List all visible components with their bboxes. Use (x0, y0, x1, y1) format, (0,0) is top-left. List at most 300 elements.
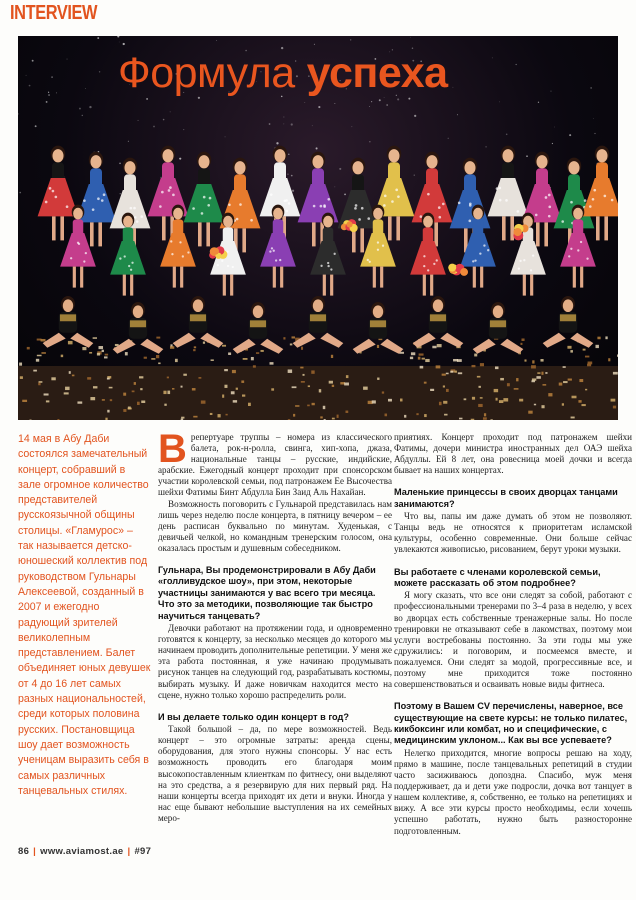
star-dot (35, 125, 37, 127)
confetti (99, 346, 104, 349)
dancer-face (563, 299, 573, 312)
dress-dot (420, 215, 423, 218)
confetti (198, 377, 201, 379)
dress-dot (586, 258, 588, 260)
dancer-leg (140, 339, 163, 354)
confetti (548, 393, 552, 396)
confetti (531, 380, 535, 382)
confetti (400, 399, 403, 402)
confetti (320, 416, 322, 418)
confetti (416, 413, 418, 415)
dancer-face (223, 216, 233, 228)
star-dot (18, 113, 19, 114)
dancer-face (253, 305, 263, 318)
confetti (301, 347, 303, 350)
paragraph: приятиях. Концерт проходит под патронажем шейхи Фатимы, дочери министра иностранных дел ОАЭ шейха Абдуллы. Ей 8 лет, она ровесница моей дочки и всегда бывает на наших концертах. (394, 432, 632, 476)
dancer-leg (330, 275, 333, 296)
star-dot (82, 115, 83, 116)
section-label: INTERVIEW (10, 2, 98, 24)
dress-dot (66, 205, 69, 208)
dress-dot (580, 241, 582, 243)
dancer-face (313, 299, 323, 312)
star-dot (344, 194, 346, 196)
dress-dot (438, 206, 441, 209)
dress-dot (358, 218, 361, 221)
dancer-leg (530, 275, 533, 296)
dress-dot (327, 198, 330, 201)
confetti (93, 386, 97, 388)
dress-dot (77, 242, 79, 244)
dress-dot (532, 254, 534, 256)
dancer-leg (480, 267, 483, 288)
dancer-face (124, 161, 135, 174)
star-dot (334, 103, 335, 104)
dress-dot (436, 259, 438, 261)
star-dot (379, 99, 381, 101)
confetti (563, 366, 566, 368)
confetti (436, 365, 441, 368)
dress-dot (561, 220, 564, 223)
group-photo (18, 36, 618, 420)
dancer-leg (223, 275, 226, 296)
confetti (46, 400, 49, 402)
dress-dot (275, 259, 277, 261)
dress-dot (85, 252, 87, 254)
confetti (93, 337, 97, 339)
confetti (141, 400, 145, 402)
confetti (22, 400, 27, 402)
dancer-skirt (582, 178, 618, 216)
confetti (107, 410, 109, 413)
confetti (480, 397, 483, 399)
dress-dot (239, 203, 242, 206)
star-dot (19, 192, 21, 194)
confetti (516, 378, 518, 381)
confetti (363, 387, 368, 390)
confetti (107, 378, 110, 380)
star-dot (26, 75, 27, 76)
gold-trim (560, 314, 576, 321)
dress-dot (130, 269, 132, 271)
confetti (537, 372, 540, 374)
confetti (222, 394, 224, 397)
dress-dot (228, 203, 231, 206)
dress-dot (548, 206, 551, 209)
dancer-leg (320, 333, 343, 348)
dancer-leg (123, 275, 126, 296)
dress-dot (201, 212, 204, 215)
page-footer: 86 | www.aviamost.ae | #97 (18, 846, 152, 857)
star-dot (351, 126, 352, 127)
dress-dot (207, 204, 210, 207)
confetti (446, 373, 449, 375)
confetti (102, 350, 104, 352)
dancer-leg (206, 222, 210, 246)
confetti (137, 402, 140, 405)
confetti (477, 376, 481, 378)
dress-dot (570, 248, 572, 250)
dress-dot (179, 241, 181, 243)
dancer-skirt (260, 233, 296, 267)
dancer-face (312, 155, 323, 168)
star-dot (46, 101, 48, 103)
confetti (611, 399, 616, 402)
star-dot (590, 87, 591, 88)
star-dot (526, 155, 528, 157)
confetti (597, 337, 600, 340)
confetti (578, 400, 581, 403)
confetti (443, 401, 447, 404)
star-dot (120, 193, 121, 194)
star-dot (48, 92, 49, 93)
dress-dot (128, 265, 130, 267)
confetti (372, 400, 376, 403)
dancer-leg (373, 267, 376, 288)
headline-word-2: успеха (306, 49, 448, 97)
dress-dot (377, 249, 379, 251)
confetti (64, 392, 69, 394)
confetti (388, 399, 392, 402)
star-dot (276, 142, 278, 144)
paragraph: Я могу сказать, что все они следят за собой, работают с профессиональными тренерами по 3–4 раза в неделю, у всех во дворцах есть собственные тренажерные залы. Но после тренировки не отказывают себе в лакомствах, поэтому мои услуги востребованы постоянно. За эти годы мы уже сдружились: и поговорим, и посмеемся вместе, и пожалуемся. Они следят за модой, прогрессивные все, и поэтому мне приходится тоже постоянно совершенствоваться и осваивать новые виды фитнеса. (394, 590, 632, 690)
dress-dot (483, 244, 485, 246)
dress-dot (140, 215, 143, 218)
confetti (68, 341, 73, 344)
dancer-face (234, 161, 245, 174)
dress-dot (283, 199, 286, 202)
star-dot (29, 85, 31, 87)
dancer-leg (536, 222, 540, 246)
confetti (446, 389, 449, 392)
dress-dot (469, 204, 472, 207)
issue-number: #97 (134, 846, 152, 857)
dancer-face (274, 149, 285, 162)
dress-dot (361, 207, 364, 210)
confetti (503, 398, 508, 401)
dancer-face (373, 208, 383, 220)
dress-dot (367, 217, 370, 220)
dancer-face (423, 216, 433, 228)
confetti (563, 381, 568, 383)
confetti (222, 345, 226, 347)
dress-dot (49, 187, 52, 190)
confetti (424, 414, 427, 417)
confetti (346, 375, 349, 378)
star-dot (371, 101, 372, 102)
dancer-face (433, 299, 443, 312)
dress-dot (159, 205, 162, 208)
dress-dot (320, 265, 322, 267)
dancer-leg (580, 267, 583, 288)
dress-dot (427, 269, 429, 271)
gold-trim (190, 314, 206, 321)
dress-dot (136, 220, 139, 223)
dancer-face (90, 155, 101, 168)
confetti (443, 385, 445, 387)
confetti (295, 405, 299, 407)
confetti (236, 388, 238, 390)
confetti (181, 417, 184, 419)
star-dot (97, 37, 99, 39)
flower (212, 248, 219, 255)
dancer-face (273, 208, 283, 220)
confetti (418, 357, 421, 360)
confetti (495, 366, 498, 369)
dress-dot (592, 198, 595, 201)
confetti (617, 354, 618, 356)
star-dot (119, 163, 121, 165)
dancer-skirt (510, 241, 546, 275)
confetti (424, 382, 427, 384)
dress-dot (589, 205, 592, 208)
confetti (332, 418, 335, 420)
confetti (167, 391, 170, 394)
confetti (140, 388, 142, 390)
star-dot (312, 125, 313, 126)
confetti (323, 406, 325, 409)
dress-dot (271, 247, 273, 249)
dress-dot (355, 204, 358, 207)
confetti (579, 379, 583, 382)
star-dot (288, 154, 289, 155)
dancer-leg (130, 275, 133, 296)
star-dot (550, 91, 551, 92)
dancer-leg (573, 267, 576, 288)
star-dot (414, 175, 415, 176)
dress-dot (279, 259, 281, 261)
confetti (283, 337, 285, 339)
footer-website: www.aviamost.ae (40, 846, 124, 857)
dancer-leg (570, 333, 593, 348)
confetti (193, 349, 195, 351)
dress-dot (161, 191, 164, 194)
star-dot (316, 147, 318, 149)
dress-dot (369, 261, 371, 263)
dancer-leg (80, 267, 83, 288)
confetti (411, 352, 415, 355)
dress-dot (377, 241, 379, 243)
dress-dot (83, 260, 85, 262)
paragraph: Девочки работают на протяжении года, и одновременно готовятся к концерту, за несколько месяцев до которого мы начинаем проводить дополнительные репетиции. У меня же эта работа постоянная, я уже начинаю продумывать рисунок танцев на следующий год, разрабатывать костюмы, выбирать музыку. И даже новичкам находится место на сцене, нужно только хорошо распределить роли. (158, 623, 392, 700)
dancer-leg (396, 216, 400, 240)
star-dot (291, 123, 293, 125)
star-dot (216, 40, 217, 41)
confetti (104, 356, 108, 358)
dress-dot (458, 202, 461, 205)
dancer-leg (200, 333, 223, 348)
confetti (134, 382, 136, 385)
dress-dot (442, 203, 445, 206)
star-dot (64, 177, 65, 178)
dancer-face (198, 155, 209, 168)
confetti (581, 404, 585, 406)
confetti (303, 374, 305, 376)
confetti (425, 359, 429, 362)
confetti (536, 376, 540, 379)
dress-dot (182, 255, 184, 257)
dancer-leg (242, 228, 246, 252)
flower (460, 268, 468, 276)
dancer-leg (434, 222, 438, 246)
confetti (211, 359, 214, 361)
dancer-leg (413, 333, 436, 348)
question-heading: Поэтому в Вашем CV перечислены, наверное, все существующие на свете курсы: не только пилатес, кикбоксинг или комбат, но и специфические, с медицинским уклоном... Как вы все успеваете? (394, 701, 628, 746)
confetti (77, 401, 82, 403)
headline-word-1: Формула (118, 49, 295, 97)
dancer-face (162, 149, 173, 162)
confetti (233, 400, 237, 402)
dress-dot (209, 197, 212, 200)
confetti (51, 377, 55, 380)
confetti (454, 371, 457, 373)
confetti (430, 389, 434, 391)
confetti (595, 345, 598, 348)
star-dot (48, 94, 49, 95)
confetti (110, 399, 112, 401)
dress-dot (236, 218, 239, 221)
confetti (87, 377, 91, 380)
dancer-leg (543, 333, 566, 348)
confetti (57, 419, 59, 420)
star-dot (269, 123, 271, 125)
confetti (253, 365, 256, 367)
confetti (300, 367, 303, 369)
confetti (559, 383, 563, 386)
dress-dot (604, 195, 607, 198)
confetti (181, 386, 183, 388)
dancer-face (573, 208, 583, 220)
confetti (38, 383, 40, 386)
confetti (507, 383, 510, 386)
confetti (583, 349, 586, 351)
paragraph: Врепертуаре труппы – номера из классического балета, рок-н-ролла, свинга, хип-хопа, джаза, национальные танцы – русские, индийские, арабские. Ежегодный концерт проходит при спонсорском участии королевской семьи, под патронажем Ее Высочества шейхи Фатимы Бинт Абдулла Бин Заид Аль Нахайан. (158, 427, 392, 498)
confetti (270, 362, 274, 365)
confetti (472, 397, 475, 400)
star-dot (386, 104, 387, 105)
confetti (194, 346, 196, 348)
confetti (332, 385, 334, 387)
dress-dot (168, 189, 171, 192)
confetti (605, 336, 607, 339)
confetti (175, 359, 178, 362)
confetti (410, 357, 413, 360)
confetti (519, 399, 523, 402)
article-column-1 (158, 427, 392, 824)
dress-dot (70, 257, 72, 259)
confetti (128, 408, 132, 410)
confetti (308, 385, 310, 387)
confetti (521, 338, 524, 341)
dress-dot (119, 257, 121, 259)
confetti (228, 352, 231, 355)
confetti (444, 414, 447, 416)
dancer-leg (173, 267, 176, 288)
confetti (102, 399, 105, 401)
dancer-leg (502, 216, 506, 240)
dancer-leg (473, 267, 476, 288)
star-dot (538, 102, 539, 103)
star-dot (67, 59, 68, 60)
confetti (404, 415, 406, 418)
confetti (331, 355, 333, 358)
confetti (437, 344, 442, 347)
dress-dot (83, 199, 86, 202)
confetti (541, 405, 544, 408)
confetti (324, 419, 326, 420)
dancer-leg (60, 216, 64, 240)
dancer-leg (544, 222, 548, 246)
dancer-leg (380, 267, 383, 288)
star-dot (318, 106, 320, 108)
star-dot (339, 168, 341, 170)
confetti (514, 388, 519, 390)
confetti (458, 372, 462, 374)
star-dot (506, 133, 508, 135)
confetti (419, 353, 424, 355)
dress-dot (55, 196, 58, 199)
confetti (163, 391, 166, 394)
dancer-face (123, 216, 133, 228)
dress-dot (187, 251, 189, 253)
confetti (156, 355, 159, 358)
dress-dot (584, 199, 587, 202)
confetti (288, 369, 292, 372)
dress-dot (97, 197, 100, 200)
dress-dot (52, 190, 55, 193)
confetti (172, 388, 174, 390)
dress-dot (134, 216, 137, 219)
confetti (33, 370, 37, 372)
dress-dot (395, 189, 398, 192)
star-dot (314, 44, 315, 45)
dancer-face (388, 149, 399, 162)
confetti (570, 350, 573, 353)
star-dot (594, 133, 595, 134)
dress-dot (270, 193, 273, 196)
dancer-leg (43, 333, 66, 348)
gold-trim (60, 314, 76, 321)
confetti (224, 385, 227, 388)
dress-dot (427, 193, 430, 196)
dancer-leg (52, 216, 56, 240)
dress-dot (124, 255, 126, 257)
gold-trim (370, 320, 386, 327)
confetti (290, 343, 292, 345)
confetti (183, 374, 187, 376)
dancer-leg (70, 333, 93, 348)
confetti (329, 381, 333, 384)
dancer-leg (180, 267, 183, 288)
dancer-leg (380, 339, 403, 354)
dancer-skirt (450, 190, 491, 228)
confetti (528, 411, 532, 414)
confetti (210, 413, 213, 415)
dress-dot (285, 210, 288, 213)
star-dot (123, 43, 125, 45)
dress-dot (384, 194, 387, 197)
confetti (260, 350, 263, 352)
dress-dot (472, 260, 474, 262)
gold-trim (310, 314, 326, 321)
dress-dot (523, 259, 525, 261)
dress-dot (217, 264, 219, 266)
headline (118, 48, 538, 98)
dancer-leg (596, 216, 600, 240)
question-heading: Вы работаете с членами королевской семьи, можете рассказать об этом подробнее? (394, 566, 601, 588)
dress-dot (433, 263, 435, 265)
dress-dot (548, 215, 551, 218)
confetti (478, 386, 480, 388)
